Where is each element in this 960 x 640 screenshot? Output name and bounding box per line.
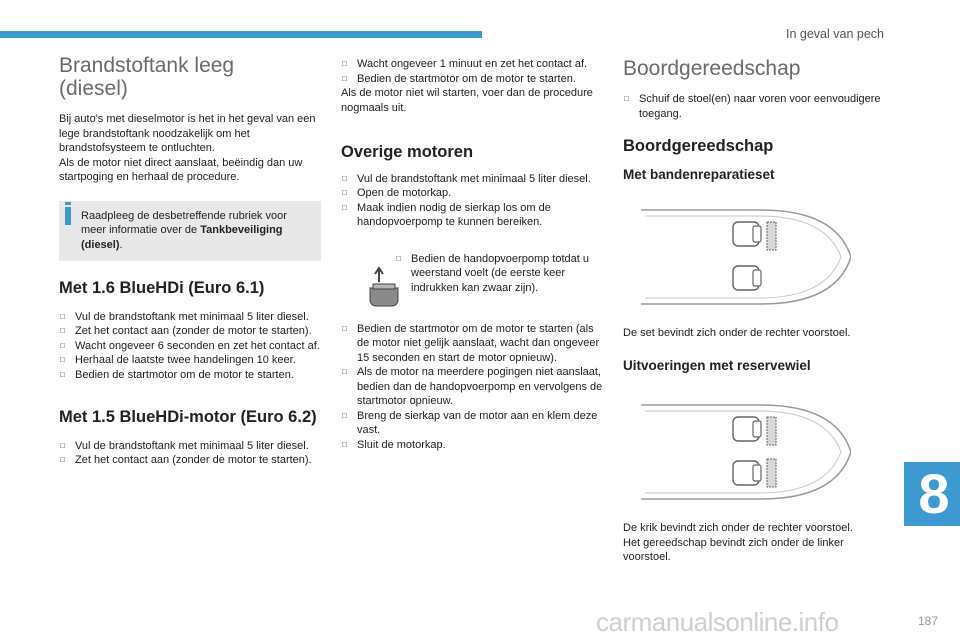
column-right xyxy=(623,57,891,565)
hand-pump-step xyxy=(341,252,605,308)
list-item: □ Sluit de motorkap. xyxy=(341,438,605,453)
car-topview-icon xyxy=(641,202,851,312)
steps-other-engines xyxy=(341,172,605,230)
chapter-number-tab: 8 xyxy=(904,462,960,526)
list-item: □ Open de motorkap. xyxy=(341,186,605,201)
heading-repair-kit: Met bandenreparatieset xyxy=(623,166,775,182)
info-reference: Tankbeveiliging (diesel) xyxy=(81,224,283,251)
section-label: In geval van pech xyxy=(786,27,884,41)
column-middle xyxy=(341,57,605,452)
spare-wheel-caption: De krik bevindt zich onder de rechter voorstoel. Het gereedschap bevindt zich onder de linker voorstoel. xyxy=(623,522,853,563)
car-diagram-spare-wheel xyxy=(641,397,851,507)
title-empty-tank: Brandstoftank leeg (diesel) xyxy=(59,54,235,100)
heading-onboard-tools: Boordgereedschap xyxy=(623,137,774,155)
intro-paragraph: Bij auto's met dieselmotor is het in het geval van een lege brandstoftank noodzakelijk om het brandstofsysteem te ontluchten. Als de motor niet direct aanslaat, beëindig dan uw startpoging en herhaal de procedure. xyxy=(59,113,316,183)
title-onboard-tools: Boordgereedschap xyxy=(623,57,801,80)
tools-intro-list xyxy=(623,92,891,121)
list-item: □ Vul de brandstoftank met minimaal 5 liter diesel. xyxy=(341,172,605,187)
list-item: □ Bedien de handopvoerpomp totdat u weerstand voelt (de eerste keer indrukken kan zwaar zijn). xyxy=(395,252,599,296)
steps-continued xyxy=(341,57,605,86)
list-item: □ Wacht ongeveer 6 seconden en zet het contact af. xyxy=(59,339,321,354)
list-item: □ Als de motor na meerdere pogingen niet aanslaat, bedien dan de handopvoerpomp en vervolgens de startmotor opnieuw. xyxy=(341,365,605,409)
watermark: carmanualsonline.info xyxy=(596,607,839,637)
steps-15-bluehdi xyxy=(59,439,321,468)
list-item: □ Bedien de startmotor om de motor te starten. xyxy=(341,72,605,87)
list-item: □ Bedien de startmotor om de motor te starten (als de motor niet gelijk aanslaat, wacht dan ongeveer 15 seconden en start de motor opnieuw). xyxy=(341,322,605,366)
list-item: □ Breng de sierkap van de motor aan en klem deze vast. xyxy=(341,409,605,438)
list-item: □ Bedien de startmotor om de motor te starten. xyxy=(59,368,321,383)
list-item: □ Herhaal de laatste twee handelingen 10 keer. xyxy=(59,353,321,368)
list-item: □ Vul de brandstoftank met minimaal 5 liter diesel. xyxy=(59,310,321,325)
heading-other-engines: Overige motoren xyxy=(341,143,474,161)
list-item: □ Zet het contact aan (zonder de motor te starten). xyxy=(59,453,321,468)
list-item: □ Zet het contact aan (zonder de motor te starten). xyxy=(59,324,321,339)
retry-paragraph: Als de motor niet wil starten, voer dan de procedure nogmaals uit. xyxy=(341,87,593,114)
header-accent-bar xyxy=(0,31,482,38)
heading-15-bluehdi: Met 1.5 BlueHDi-motor (Euro 6.2) xyxy=(59,408,317,426)
list-item: □ Maak indien nodig de sierkap los om de handopvoerpomp te kunnen bereiken. xyxy=(341,201,605,230)
info-box: Raadpleeg de desbetreffende rubriek voor meer informatie over de Tankbeveiliging (diesel). xyxy=(59,201,321,262)
list-item: □ Schuif de stoel(en) naar voren voor eenvoudigere toegang. xyxy=(623,92,891,121)
repair-kit-caption: De set bevindt zich onder de rechter voorstoel. xyxy=(623,327,851,339)
column-left xyxy=(59,54,321,468)
list-item: □ Vul de brandstoftank met minimaal 5 liter diesel. xyxy=(59,439,321,454)
list-item: □ Wacht ongeveer 1 minuut en zet het contact af. xyxy=(341,57,605,72)
heading-16-bluehdi: Met 1.6 BlueHDi (Euro 6.1) xyxy=(59,279,265,297)
page-number: 187 xyxy=(917,614,938,628)
steps-16-bluehdi xyxy=(59,310,321,383)
steps-final xyxy=(341,322,605,453)
car-topview-icon xyxy=(641,397,851,507)
car-diagram-repair-kit xyxy=(641,202,851,312)
info-icon xyxy=(65,207,71,225)
heading-spare-wheel: Uitvoeringen met reservewiel xyxy=(623,357,811,373)
